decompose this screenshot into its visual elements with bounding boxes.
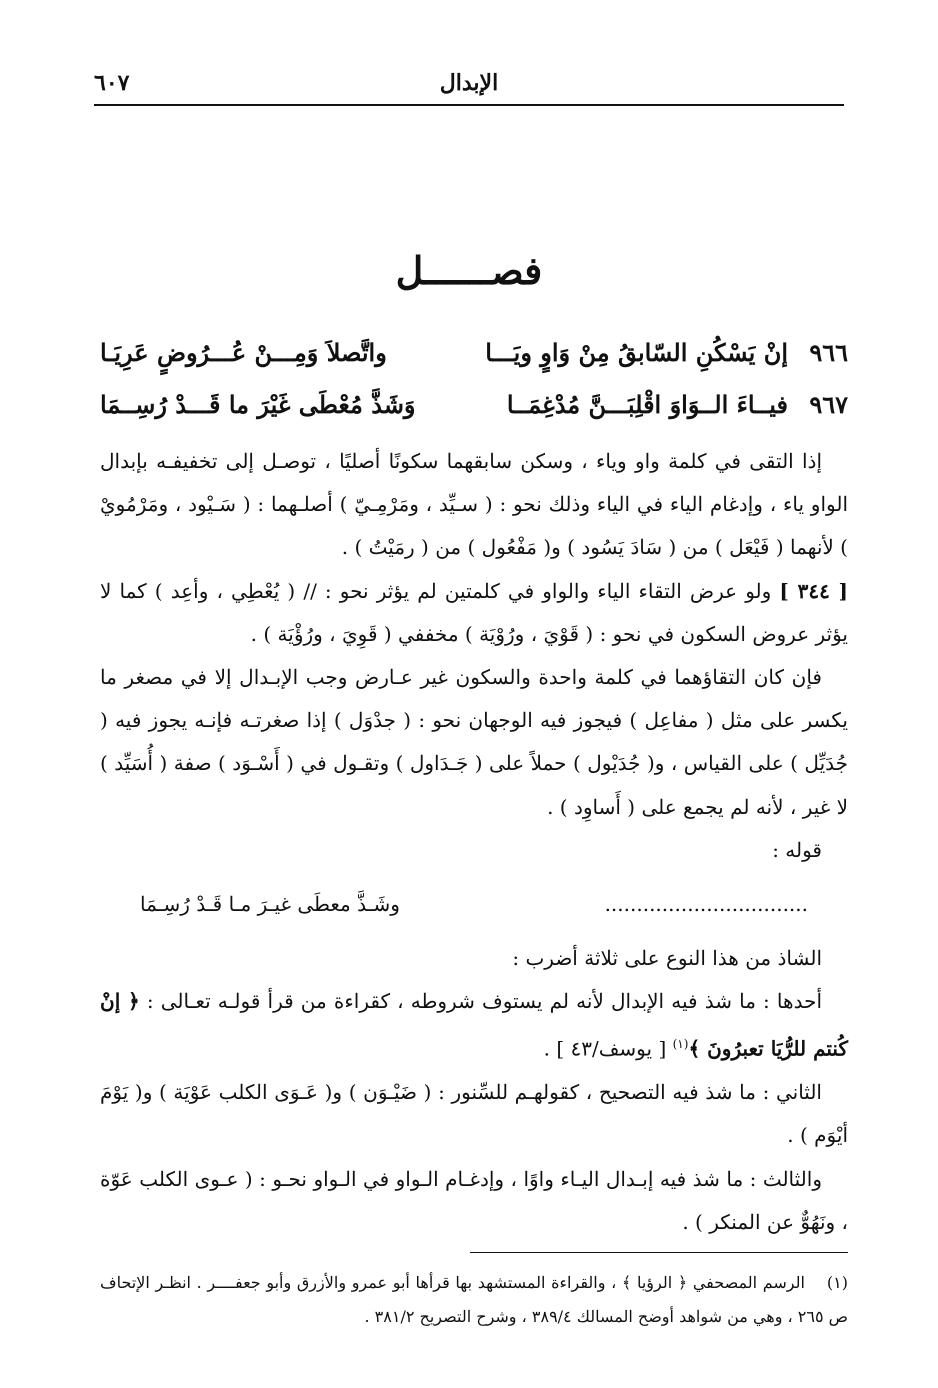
quran-quote: ﴿ إنْ كُنتم للرُّيَا تعبرُونَ ﴾ xyxy=(100,989,848,1062)
page-header xyxy=(94,66,844,102)
footnote-rule xyxy=(470,1252,848,1253)
paragraph: والثالث : ما شذ فيه إبـدال اليـاء واوًا ، وإدغـام الـواو في الـواو نحـو : ( عـوى الكلب عَوّة ، ونَهُوٌّ عن المنكر ) . xyxy=(100,1166,848,1234)
footnote xyxy=(100,1266,848,1334)
surah-reference: [ يوسف/٤٣ ] . xyxy=(543,1037,673,1062)
verse-second-hemistich: وَشَذَّ مُعْطَى غَيْرَ ما قَـــدْ رُسِــمَا xyxy=(100,390,416,419)
paragraph: الشاذ من هذا النوع على ثلاثة أضرب : xyxy=(512,946,822,970)
manuscript-page-marker: [ ٣٤٤ ] xyxy=(779,578,848,603)
verse-967 xyxy=(100,390,848,430)
verse-966 xyxy=(100,338,848,378)
page-number: ٦٠٧ xyxy=(94,70,130,96)
footnote-ref[interactable]: (١) xyxy=(672,1037,689,1052)
verse-number: ٩٦٧ xyxy=(809,390,848,419)
verse-first-hemistich: فيــاءَ الــوَاوَ اقْلِبَـــنَّ مُدْغِمَــا xyxy=(506,390,788,419)
header-rule xyxy=(94,104,844,106)
footnote-number: (١) xyxy=(826,1273,848,1292)
paragraph: الثاني : ما شذ فيه التصحيح ، كقولهـم للسِّنور : ( ضَيْـوَن ) و( عَـوَى الكلب عَوْيَة ) و( يَوْمَ أيْوَم ) . xyxy=(100,1080,848,1148)
commentary-block-2 xyxy=(100,937,848,1244)
quoted-verse-line xyxy=(140,892,808,928)
footnote-text: الرسم المصحفي ﴿ الرؤيا ﴾ ، والقراءة المستشهد بها قرأها أبو عمرو والأزرق وأبو جعفــــر . انظـر الإتحاف ص ٢٦٥ ، وهي من شواهد أوضح المسالك ٣٨٩/٤ ، وشرح التصريح ٣٨١/٢ . xyxy=(100,1273,848,1326)
verse-first-hemistich: إنْ يَسْكُنِ السّابقُ مِنْ وَاوٍ ويَـــا xyxy=(485,338,788,367)
section-title: فصــــــل xyxy=(395,248,543,293)
quoted-hemistich: وشَـذَّ معطَى غيـرَ مـا قَـدْ رُسِـمَا xyxy=(140,892,400,916)
paragraph-text: أحدها : ما شذ فيه الإبدال لأنه لم يستوف شروطه ، كقراءة من قرأ قولـه تعـالى : xyxy=(146,989,822,1014)
verse-number: ٩٦٦ xyxy=(809,338,848,367)
paragraph: قوله : xyxy=(772,837,822,862)
paragraph xyxy=(100,570,848,656)
commentary-block xyxy=(100,440,848,872)
paragraph xyxy=(100,980,848,1071)
running-title: الإبدال xyxy=(439,70,499,96)
paragraph-text: ولو عرض التقاء الياء والواو في كلمتين لم يؤثر نحو : // ( يُعْطِي ، وأعِد ) كما لا يؤثر عروض السكون في نحو : ( قَوْيَ ، ورُوْيَة ) مخففي ( قَوِيَ ، ورُؤْيَة ) . xyxy=(100,578,848,646)
ellipsis-dots: ................................ xyxy=(604,892,808,916)
paragraph: إذا التقى في كلمة واو وياء ، وسكن سابقهما سكونًا أصليًا ، توصـل إلى تخفيفـه بإبدال الواو ياء ، وإدغام الياء في الياء وذلك نحو : ( سـيِّد ، ومَرْمِـيّ ) أصلـهما : ( سَـيْود ، ومَرْمُويْ ) لأنهما ( فَيْعَل ) من ( سَادَ يَسُود ) و( مَفْعُول ) من ( رمَيْتُ ) . xyxy=(100,449,848,560)
paragraph: فإن كان التقاؤهما في كلمة واحدة والسكون غير عـارض وجب الإبـدال إلا في مصغر ما يكسر على مثل ( مفاعِل ) فيجوز فيه الوجهان نحو : ( جدْوَل ) إذا صغرتـه فإنـه يجوز فيه ( جُدَيِّل ) على القياس ، و( جُدَيْول ) حملاً على ( جَـدَاول ) وتقـول في ( أَسْـوَد ) صفة ( أُسَيِّد ) لا غير ، لأنه لم يجمع على ( أَساوِد ) . xyxy=(100,665,848,819)
verse-second-hemistich: واتَّصلاَ وَمِـــنْ عُـــرُوضٍ عَرِيَـا xyxy=(100,338,387,367)
